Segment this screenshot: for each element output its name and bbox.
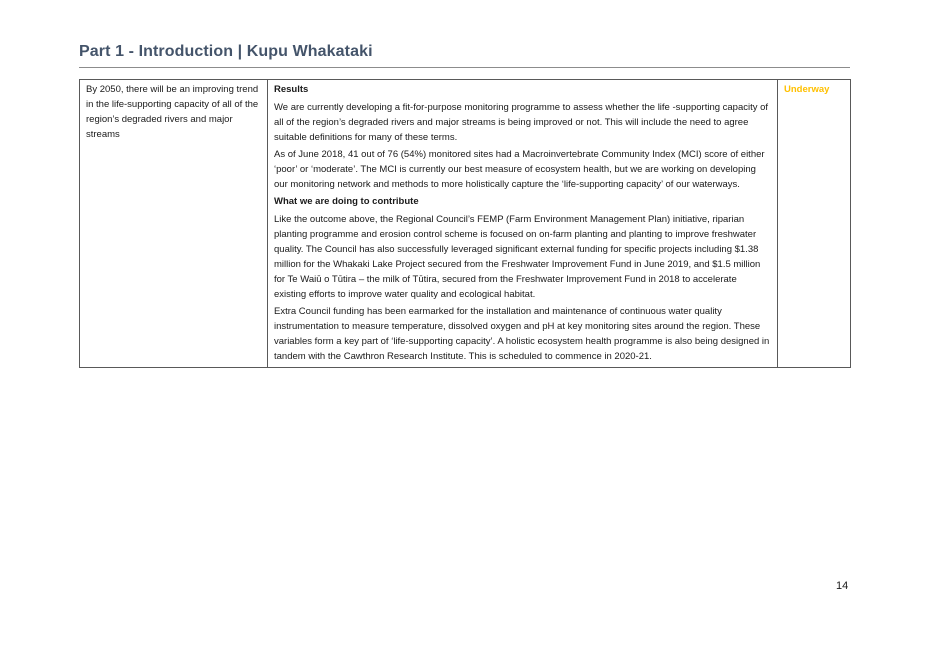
results-cell: [268, 80, 778, 368]
page-number: 14: [836, 580, 849, 592]
results-paragraph: As of June 2018, 41 out of 76 (54%) monitored sites had a Macroinvertebrate Community Index (MCI) score of either ‘poor’ or ‘moderate’. The MCI is currently our best measure of ecosystem health, but we are working on developing our monitoring network and methods to more holistically capture the ‘life-supporting capacity’ of our waterways.: [274, 149, 765, 190]
page-heading: Part 1 - Introduction | Kupu Whakataki: [79, 43, 373, 60]
status-badge: Underway: [784, 84, 830, 95]
contribute-title: What we are doing to contribute: [274, 196, 419, 207]
table-row: [80, 80, 851, 368]
outcome-text: By 2050, there will be an improving trend in the life-supporting capacity of all of the region’s degraded rivers and major streams: [86, 84, 259, 140]
results-title: Results: [274, 84, 309, 95]
contribute-paragraph: Like the outcome above, the Regional Council’s FEMP (Farm Environment Management Plan) initiative, riparian planting programme and erosion control scheme is focused on on-farm planting and planting to improve freshwater quality. The Council has also successfully leveraged significant external funding for specific projects including $1.38 million for the Whakaki Lake Project secured from the Freshwater Improvement Fund in June 2019, and $1.5 million for Te Waiū o Tūtira – the milk of Tūtira, secured from the Freshwater Improvement Fund in 2018 to accelerate existing efforts to improve water quality and ecological habitat.: [274, 214, 761, 300]
results-paragraph: We are currently developing a fit-for-purpose monitoring programme to assess whether the life -supporting capacity of all of the region’s degraded rivers and major streams is being improved or not. This will include the need to agree suitable definitions for many of these terms.: [274, 102, 769, 143]
status-cell: [778, 80, 851, 368]
heading-divider: [79, 67, 850, 68]
outcome-cell: [80, 80, 268, 368]
contribute-paragraph: Extra Council funding has been earmarked for the installation and maintenance of continuous water quality instrumentation to measure temperature, dissolved oxygen and pH at key monitoring sites around the region. These variables form a key part of ‘life-supporting capacity’. A holistic ecosystem health programme is also being designed in tandem with the Cawthron Research Institute. This is scheduled to commence in 2020-21.: [274, 306, 770, 362]
outcome-table: [79, 79, 851, 368]
